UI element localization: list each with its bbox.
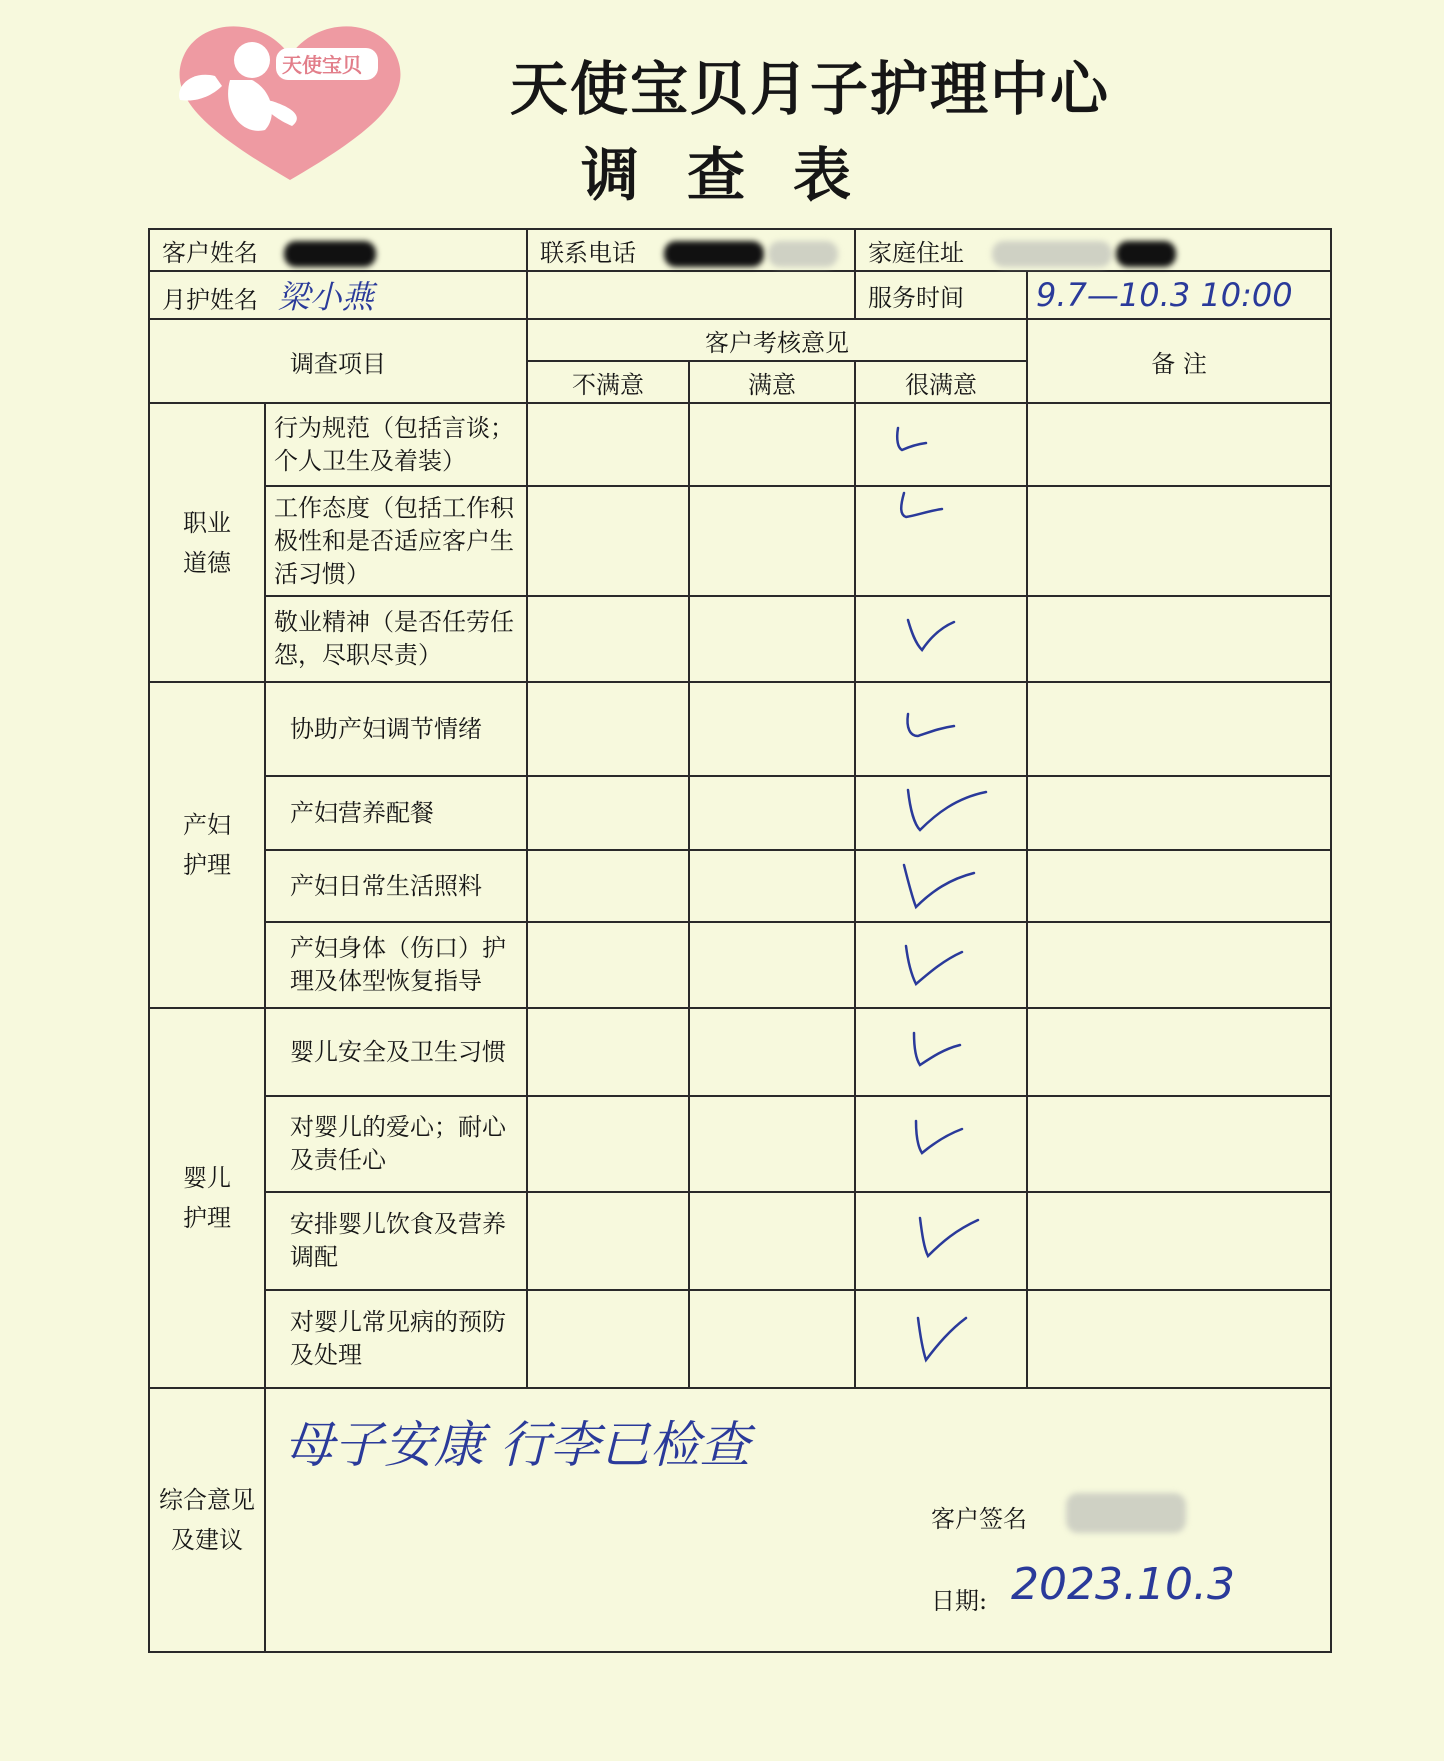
survey-item (265, 1096, 527, 1192)
satisfied-cell (689, 1008, 855, 1096)
checkmark-icon (856, 930, 1028, 1000)
redacted-address-1 (992, 241, 1112, 267)
survey-table (148, 228, 1332, 1653)
phone-label: 联系电话 (540, 238, 637, 267)
very-satisfied-header: 很满意 (855, 361, 1027, 403)
dissatisfied-cell (527, 776, 689, 850)
satisfied-cell (689, 1192, 855, 1290)
item-line: 产妇身体（伤口）护 (290, 934, 506, 962)
info-row-2 (149, 271, 1331, 319)
category-cell (149, 403, 265, 682)
survey-item (265, 596, 527, 682)
page-title: 天使宝贝月子护理中心 (509, 55, 1110, 123)
checkmark-icon (856, 1206, 1028, 1276)
survey-item-header: 调查项目 (149, 319, 527, 403)
survey-item: 产妇营养配餐 (265, 776, 527, 850)
survey-item (265, 403, 527, 486)
logo (160, 8, 420, 188)
dissatisfied-cell (527, 486, 689, 596)
item-line: 敬业精神（是否任劳任 (274, 608, 514, 636)
signature-blur (1066, 1493, 1186, 1533)
empty-info-cell (527, 271, 855, 319)
dissatisfied-cell (527, 1192, 689, 1290)
remarks-cell (1027, 922, 1331, 1008)
satisfied-cell (689, 1290, 855, 1388)
item-line: 对婴儿常见病的预防 (290, 1308, 506, 1336)
dissatisfied-cell (527, 1008, 689, 1096)
survey-item: 协助产妇调节情绪 (265, 682, 527, 776)
info-row-1 (149, 229, 1331, 271)
nanny-name-cell (149, 271, 527, 319)
remarks-cell (1027, 403, 1331, 486)
service-time-cell (1027, 271, 1331, 319)
remarks-cell (1027, 1008, 1331, 1096)
item-line: 怨，尽职尽责） (274, 641, 442, 669)
table-row (149, 1008, 1331, 1096)
table-row (149, 682, 1331, 776)
dissatisfied-header: 不满意 (527, 361, 689, 403)
item-line: 理及体型恢复指导 (290, 967, 482, 995)
summary-handwritten: 母子安康 行李已检查 (284, 1416, 750, 1474)
very-satisfied-cell (855, 776, 1027, 850)
item-line: 工作态度（包括工作积 (274, 493, 514, 522)
redacted-phone-1 (664, 241, 764, 267)
very-satisfied-cell (855, 1008, 1027, 1096)
very-satisfied-cell (855, 850, 1027, 922)
checkmark-icon (856, 851, 1028, 921)
category-label: 护理 (183, 1204, 231, 1232)
checkmark-icon (856, 1304, 1028, 1374)
satisfied-cell (689, 596, 855, 682)
header-row-1 (149, 319, 1331, 361)
dissatisfied-cell (527, 922, 689, 1008)
dissatisfied-cell (527, 850, 689, 922)
address-label: 家庭住址 (868, 238, 965, 267)
very-satisfied-cell (855, 1192, 1027, 1290)
checkmark-icon (856, 410, 1028, 480)
summary-label: 及建议 (171, 1526, 243, 1554)
table-row (149, 776, 1331, 850)
table-row (149, 1096, 1331, 1192)
item-line: 极性和是否适应客户生 (274, 526, 514, 555)
address-cell (855, 229, 1331, 271)
remarks-cell (1027, 486, 1331, 596)
category-cell (149, 682, 265, 1008)
item-line: 及责任心 (290, 1146, 386, 1174)
heart-angel-logo-icon (160, 8, 420, 188)
satisfied-header: 满意 (689, 361, 855, 403)
checkmark-icon (856, 1017, 1028, 1087)
remarks-cell (1027, 850, 1331, 922)
survey-item (265, 922, 527, 1008)
survey-item (265, 1192, 527, 1290)
item-line: 安排婴儿饮食及营养 (290, 1210, 506, 1238)
table-row (149, 403, 1331, 486)
redacted-phone-2 (768, 241, 838, 267)
customer-name-cell (149, 229, 527, 271)
phone-cell (527, 229, 855, 271)
satisfied-cell (689, 922, 855, 1008)
summary-label: 综合意见 (159, 1486, 255, 1514)
service-time-label: 服务时间 (855, 271, 1027, 319)
remarks-cell (1027, 1192, 1331, 1290)
redacted-signature (1066, 1493, 1186, 1533)
summary-content-cell (265, 1388, 1331, 1652)
remarks-cell (1027, 776, 1331, 850)
signature-label: 客户签名 (931, 1505, 1027, 1533)
nanny-name-handwritten: 梁小燕 (277, 278, 374, 316)
checkmark-icon (856, 778, 1028, 848)
survey-item: 婴儿安全及卫生习惯 (265, 1008, 527, 1096)
satisfied-cell (689, 682, 855, 776)
remarks-cell (1027, 596, 1331, 682)
item-line: 对婴儿的爱心；耐心 (290, 1113, 506, 1141)
table-row (149, 1192, 1331, 1290)
very-satisfied-cell (855, 486, 1027, 596)
checkmark-icon (856, 694, 1028, 764)
dissatisfied-cell (527, 596, 689, 682)
checkmark-icon (856, 604, 1028, 674)
remarks-cell (1027, 682, 1331, 776)
survey-item (265, 486, 527, 596)
dissatisfied-cell (527, 1290, 689, 1388)
satisfied-cell (689, 776, 855, 850)
survey-item (265, 1290, 527, 1388)
logo-text: 天使宝贝 (282, 53, 362, 77)
redacted-address-2 (1116, 241, 1176, 267)
category-label: 道德 (183, 548, 231, 577)
table-row (149, 850, 1331, 922)
category-label: 护理 (183, 851, 231, 879)
satisfied-cell (689, 850, 855, 922)
date-label: 日期: (931, 1587, 988, 1615)
dissatisfied-cell (527, 682, 689, 776)
very-satisfied-cell (855, 403, 1027, 486)
date-handwritten: 2023.10.3 (1011, 1559, 1235, 1610)
item-line: 行为规范（包括言谈； (274, 413, 514, 442)
table-row (149, 922, 1331, 1008)
table-row (149, 1290, 1331, 1388)
very-satisfied-cell (855, 922, 1027, 1008)
category-label: 职业 (183, 508, 231, 537)
survey-item: 产妇日常生活照料 (265, 850, 527, 922)
category-label: 产妇 (183, 811, 231, 839)
page-subtitle: 调查表 (580, 141, 899, 209)
remarks-cell (1027, 1290, 1331, 1388)
category-label: 婴儿 (183, 1164, 231, 1192)
item-line: 及处理 (290, 1341, 362, 1369)
very-satisfied-cell (855, 596, 1027, 682)
category-cell (149, 1008, 265, 1388)
item-line: 调配 (290, 1243, 338, 1271)
checkmark-icon (856, 1109, 1028, 1179)
table-row (149, 596, 1331, 682)
summary-label-cell (149, 1388, 265, 1652)
very-satisfied-cell (855, 682, 1027, 776)
satisfied-cell (689, 1096, 855, 1192)
nanny-name-label: 月护姓名 (162, 286, 258, 314)
remarks-cell (1027, 1096, 1331, 1192)
summary-row (149, 1388, 1331, 1652)
item-line: 个人卫生及着装） (274, 446, 466, 475)
customer-name-label: 客户姓名 (162, 238, 258, 267)
redacted-customer-name (284, 241, 376, 267)
very-satisfied-cell (855, 1290, 1027, 1388)
remarks-header: 备 注 (1027, 319, 1331, 403)
checkmark-icon (856, 487, 1028, 547)
satisfied-cell (689, 403, 855, 486)
dissatisfied-cell (527, 403, 689, 486)
opinion-header: 客户考核意见 (527, 319, 1027, 361)
very-satisfied-cell (855, 1096, 1027, 1192)
summary-content (266, 1389, 1330, 1651)
service-time-handwritten: 9.7—10.3 10:00 (1036, 276, 1293, 314)
item-line: 活习惯） (274, 559, 370, 588)
dissatisfied-cell (527, 1096, 689, 1192)
satisfied-cell (689, 486, 855, 596)
table-row (149, 486, 1331, 596)
